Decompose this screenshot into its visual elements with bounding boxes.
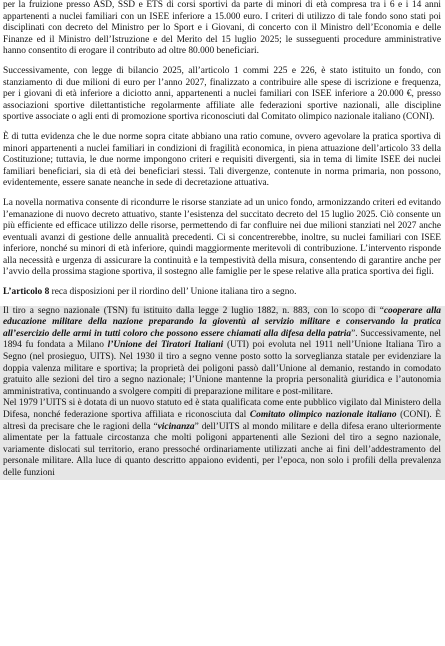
paragraph-text: per la fruizione presso ASD, SSD e ETS di corsi sportivi da parte di minori di età compresa tra i 6 e i 14 anni appartenenti a nuclei familiari con un ISEE inferiore a 15.000 euro. I criteri di utilizzo di tale fondo sono stati poi disciplinati con decreto del Ministro per lo Sport e i Giovani, di concerto con il Ministro dell’Economia e delle Finanze ed il Ministro dell’Istruzione e del Merito del 15 luglio 2025; le susseguenti procedure amministrative hanno consentito di erogare il contributo ad oltre 80.000 beneficiari. [3, 0, 441, 57]
paragraph-ratio-comune [3, 132, 441, 190]
paragraph-text: Il tiro a segno nazionale (TSN) fu istituito dalla legge 2 luglio 1882, n. 883, con lo scopo di “ [3, 305, 384, 316]
paragraph-text: (UTI) poi evoluta nel 1911 nell’Unione Italiana Tiro a Segno (nel prosieguo, UITS). Nel 1930 il tiro a segno venne posto sotto la sorveglianza statale per evidenziare la doppia valenza militare e sportiva; la proprietà dei poligoni passò dall’Unione al demanio, restando in comodato gratuito alle sezioni del tiro a segno nazionale; l’Unione mantenne la propria personalità giuridica e l’autonomia amministrativa, continuando a svolgere compiti di preparazione militare e post-militare. [3, 340, 442, 397]
organization-name: Comitato olimpico nazionale italiano [249, 410, 397, 420]
paragraph-articolo-8 [3, 287, 441, 299]
quoted-law-text: cooperare alla educazione militare della nazione preparando la gioventù al servizio militare e conservando la pratica all’esercizio delle armi in tutti coloro che possono essere chiamati alla difesa della patria [3, 305, 441, 339]
paragraph-text: ”. Successivamente, nel 1894 fu fondata a Milano [3, 328, 442, 351]
shaded-section [0, 306, 445, 480]
paragraph-uits-1979 [3, 398, 441, 479]
paragraph-text: La novella normativa consente di ricondurre le risorse stanziate ad un unico fondo, armonizzando criteri ed evitando l’emanazione di nuovo decreto attuativo, stante l’esistenza del succitato decreto del 15 luglio 2025. Ciò consente un più efficiente ed efficace utilizzo delle risorse, permettendo di far confluire nei due milioni stanziati nel 2027 anche eventuali avanzi di gestione delle annualità precedenti. Ci si concentrerebbe, inoltre, su nuclei familiari con ISEE inferiore, nonché su minori di età inferiore, quindi maggiormente meritevoli di contribuzione. L’intervento risponde alla necessità e urgenza di assicurare la continuità e la tempestività della misura, consentendo di garantire anche per l’avvio della prossima stagione sportiva, il sostegno alle famiglie per le spese relative alla pratica sportiva dei figli. [3, 197, 441, 278]
paragraph-tiro-a-segno-storia [3, 306, 441, 399]
paragraph-text: Successivamente, con legge di bilancio 2025, all’articolo 1 commi 225 e 226, è stato istituito un fondo, con stanziamento di due milioni di euro per l’anno 2027, finalizzato a contribuire alle spese di iscrizione e frequenza, per i giovani di età inferiore a diciotto anni, appartenenti a nuclei familiari con ISEE inferiore a 20.000 €, presso associazioni sportive dilettantistiche regolarmente affiliate alle federazioni sportive nazionali, alle discipline sportive associate o agli enti di promozione sportiva riconosciuti dal Comitato olimpico nazionale italiano (CONI). [3, 65, 441, 123]
paragraph-text: (CONI). È altresì da precisare che le ragioni della “ [3, 410, 441, 432]
paragraph-legge-bilancio [3, 66, 441, 124]
paragraph-text: Nel 1979 l’UITS si è dotata di un nuovo statuto ed è stata qualificata come ente pubblico vigilato dal Ministero della Difesa, nonché federazione sportiva affiliata e riconosciuta dal [3, 398, 441, 420]
paragraph-text: ” dell’UITS al mondo militare e della difesa erano ulteriormente alimentate per la fattuale circostanza che molti poligoni appartenenti alle Sezioni del tiro a segno nazionale, variamente dislocati sul territorio, erano pressoché ordinariamente utilizzati anche ai fini dell’addestramento del personale militare. Alla luce di quanto descritto appaiono evidenti, per l’epoca, non solo i profili della prevalenza delle funzioni [3, 421, 441, 478]
organization-name: l’Unione dei Tiratori Italiani [107, 340, 224, 351]
paragraph-novella-normativa [3, 198, 441, 279]
article-reference: L’articolo 8 [3, 287, 50, 298]
paragraph-text: È di tutta evidenza che le due norme sopra citate abbiano una ratio comune, ovvero agevolare la pratica sportiva di minori appartenenti a nuclei familiari in condizioni di fragilità economica, in piena attuazione dell’articolo 33 della Costituzione; tuttavia, le due norme impongono criteri e requisiti divergenti, sia in tema di limite ISEE dei nuclei familiari beneficiari, sia di età dei beneficiari stessi. Tali divergenze, contenute in norma primaria, non possono, evidentemente, essere sanate neanche in sede di decretazione attuativa. [3, 131, 441, 189]
paragraph-text: reca disposizioni per il riordino dell’ Unione italiana tiro a segno. [49, 287, 297, 298]
emphasized-word: vicinanza [157, 421, 195, 432]
paragraph-fondo-minori [3, 0, 441, 58]
